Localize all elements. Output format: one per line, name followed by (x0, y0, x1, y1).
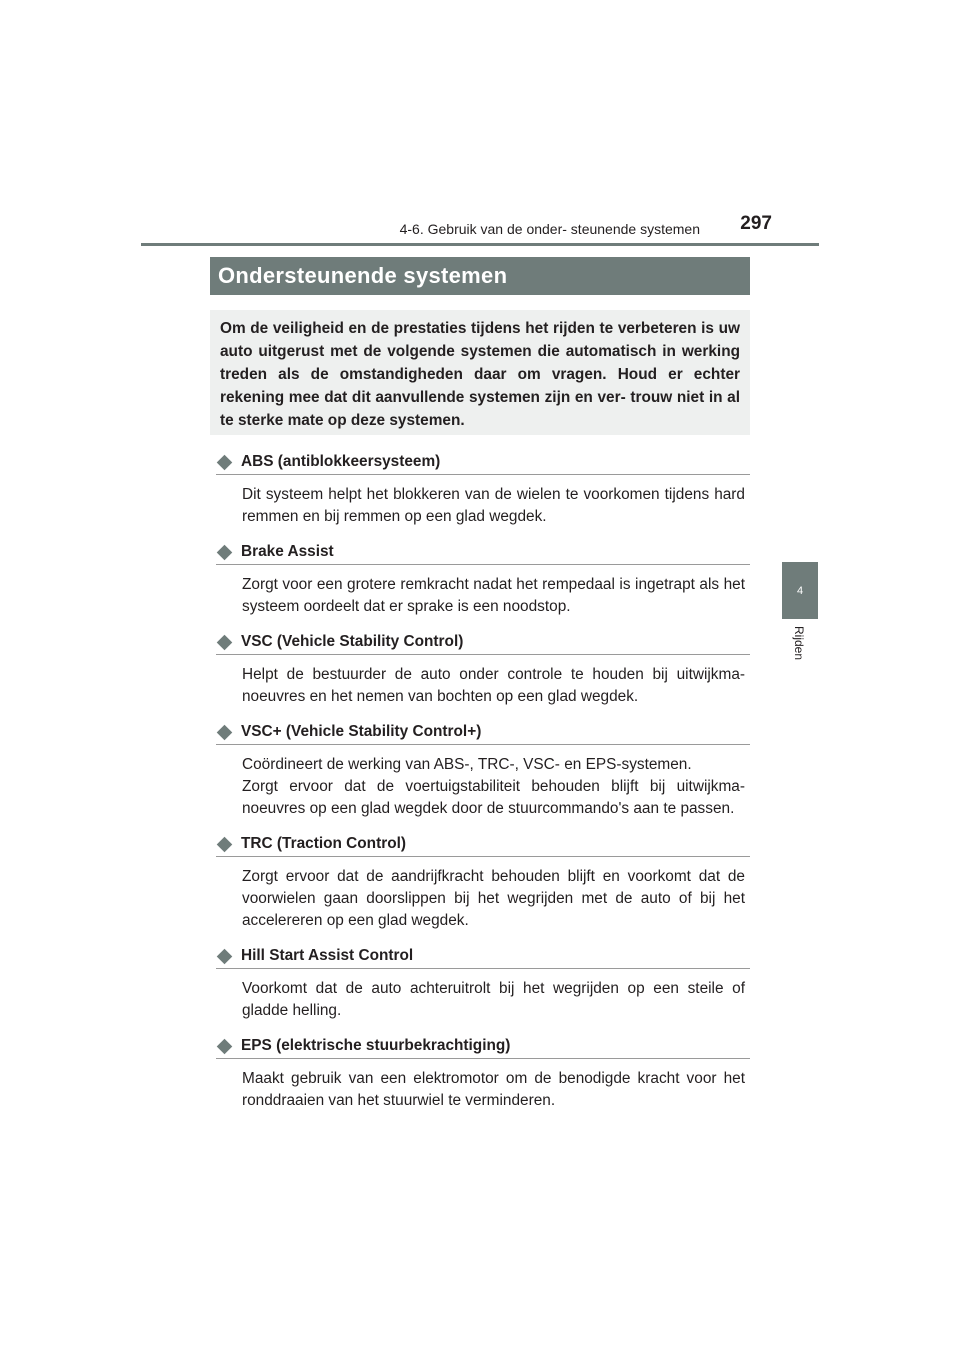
feature-title: Hill Start Assist Control (241, 947, 414, 964)
section-banner (210, 257, 750, 295)
description-paragraph: Zorgt ervoor dat de aandrijfkracht behouden blijft en voorkomt dat de voorwielen gaan doorslippen bij het wegrijden met de auto of bij het accelereren op een glad wegdek. (242, 868, 745, 929)
feature-title: VSC+ (Vehicle Stability Control+) (241, 723, 482, 740)
feature-description (242, 664, 745, 708)
feature-hill-start (216, 942, 750, 1022)
feature-title: Brake Assist (241, 543, 334, 560)
chapter-label: Rijden (792, 626, 806, 661)
diamond-bullet-icon (217, 724, 233, 740)
feature-eps (216, 1032, 750, 1112)
feature-description (242, 866, 745, 932)
feature-brake-assist (216, 538, 750, 618)
feature-heading (216, 1032, 750, 1059)
feature-abs (216, 448, 750, 528)
description-paragraph: Coördineert de werking van ABS-, TRC-, VSC- en EPS-systemen. (242, 756, 692, 773)
intro-box (210, 310, 750, 435)
feature-vsc-plus (216, 718, 750, 820)
feature-heading (216, 448, 750, 475)
diamond-bullet-icon (217, 544, 233, 560)
description-paragraph: Maakt gebruik van een elektromotor om de benodigde kracht voor het ronddraaien van het stuurwiel te verminderen. (242, 1070, 745, 1109)
description-paragraph: Voorkomt dat de auto achteruitrolt bij het wegrijden op een steile of gladde helling. (242, 980, 745, 1019)
feature-heading (216, 718, 750, 745)
intro-text: Om de veiligheid en de prestaties tijdens het rijden te verbeteren is uw auto uitgerust met de volgende systemen die automatisch in werking treden als de omstandigheden daar om vragen. Houd er echter rekening mee dat dit aanvullende systemen zijn en ver- trouw niet in al te sterke mate op deze systemen. (220, 320, 740, 429)
section-title: Ondersteunende systemen (218, 263, 508, 288)
feature-heading (216, 830, 750, 857)
chapter-label-container (782, 626, 818, 686)
diamond-bullet-icon (217, 836, 233, 852)
feature-heading (216, 538, 750, 565)
description-paragraph: Helpt de bestuurder de auto onder controle te houden bij uitwijkma- noeuvres en het nemen van bochten op een glad wegdek. (242, 666, 745, 705)
feature-description (242, 978, 745, 1022)
page-number: 297 (740, 213, 772, 234)
chapter-tab[interactable] (782, 562, 818, 619)
header-section-title: 4-6. Gebruik van de onder- steunende systemen (399, 221, 700, 237)
feature-description (242, 574, 745, 618)
feature-vsc (216, 628, 750, 708)
header-divider (141, 243, 819, 246)
feature-heading (216, 942, 750, 969)
feature-title: TRC (Traction Control) (241, 835, 407, 852)
feature-title: VSC (Vehicle Stability Control) (241, 633, 464, 650)
feature-description (242, 1068, 745, 1112)
diamond-bullet-icon (217, 634, 233, 650)
feature-heading (216, 628, 750, 655)
chapter-number: 4 (796, 584, 804, 597)
feature-description (242, 754, 745, 820)
feature-trc (216, 830, 750, 932)
diamond-bullet-icon (217, 454, 233, 470)
diamond-bullet-icon (217, 948, 233, 964)
description-paragraph: Dit systeem helpt het blokkeren van de wielen te voorkomen tijdens hard remmen en bij remmen op een glad wegdek. (242, 486, 745, 525)
feature-description (242, 484, 745, 528)
description-paragraph: Zorgt ervoor dat de voertuigstabiliteit behouden blijft bij uitwijkma- noeuvres op een glad wegdek door de stuurcommando's aan te passen. (242, 778, 745, 817)
description-paragraph: Zorgt voor een grotere remkracht nadat het rempedaal is ingetrapt als het systeem oordeelt dat er sprake is een noodstop. (242, 576, 745, 615)
feature-list (216, 448, 750, 1112)
feature-title: EPS (elektrische stuurbekrachtiging) (241, 1037, 511, 1054)
feature-title: ABS (antiblokkeersysteem) (241, 453, 441, 470)
diamond-bullet-icon (217, 1038, 233, 1054)
